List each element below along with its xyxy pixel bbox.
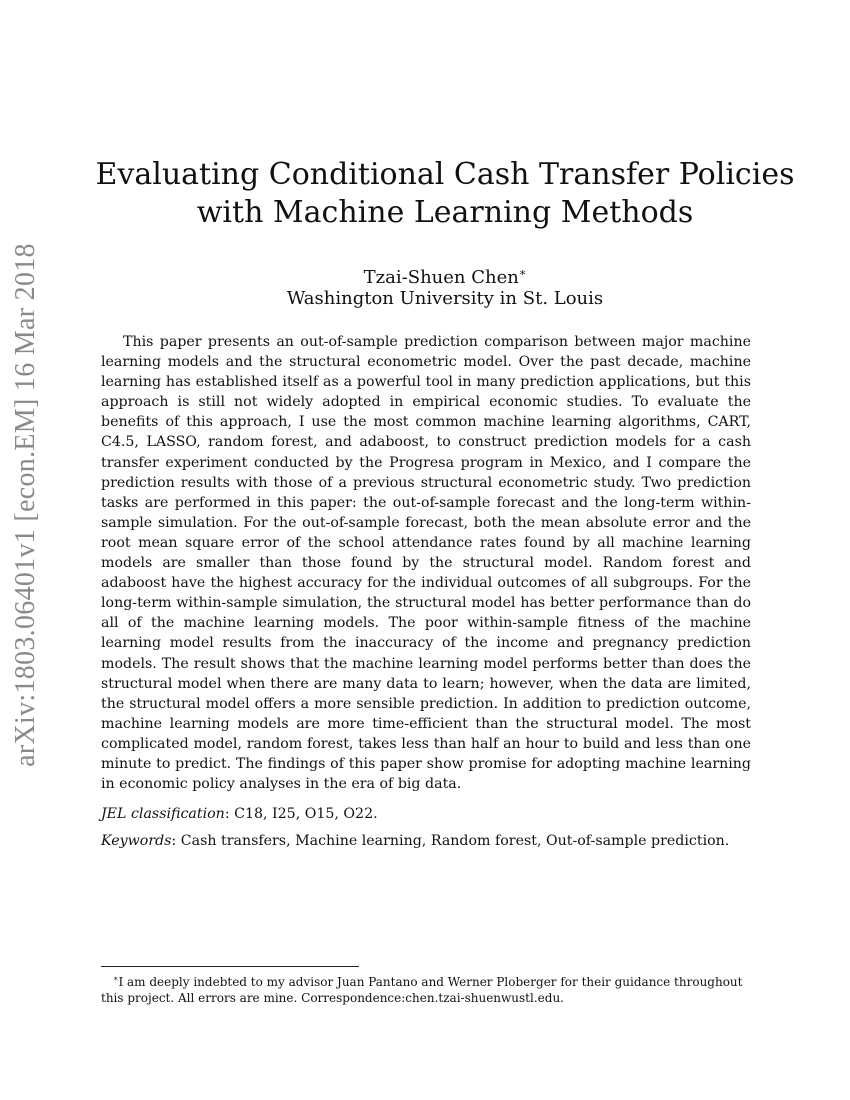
paper-title: Evaluating Conditional Cash Transfer Policies with Machine Learning Methods [95,157,795,230]
footnote-mark: ∗ [113,974,119,983]
footnote-text: I am deeply indebted to my advisor Juan Pantano and Werner Ploberger for their guidance throughout this project. All errors are mine. Correspondence:chen.tzai-shuenwustl.edu. [101,975,743,1005]
jel-label: JEL classification [101,806,225,822]
arxiv-identifier-text: arXiv:1803.06401v1 [econ.EM] 16 Mar 2018 [10,243,41,767]
author-name: Tzai-Shuen Chen [363,267,519,288]
arxiv-identifier-stamp [0,240,52,770]
jel-classification [101,804,751,824]
keywords-list: : Cash transfers, Machine learning, Random forest, Out-of-sample prediction. [171,833,730,849]
jel-codes: : C18, I25, O15, O22. [224,806,378,822]
author-footnote-mark: ∗ [518,266,527,279]
keywords-line [101,831,751,851]
footnote [101,971,751,1006]
abstract-paragraph: This paper presents an out-of-sample prediction comparison between major machine learning models and the structural econometric model. Over the past decade, machine learning has established itself as a powerful tool in many prediction applications, but this approach is still not widely adopted in empirical economic studies. To evaluate the benefits of this approach, I use the most common machine learning algorithms, CART, C4.5, LASSO, random forest, and adaboost, to construct prediction models for a cash transfer experiment conducted by the Progresa program in Mexico, and I compare the prediction results with those of a previous structural econometric study. Two prediction tasks are performed in this paper: the out-of-sample forecast and the long-term within-sample simulation. For the out-of-sample forecast, both the mean absolute error and the root mean square error of the school attendance rates found by all machine learning models are smaller than those found by the structural model. Random forest and adaboost have the highest accuracy for the individual outcomes of all subgroups. For the long-term within-sample simulation, the structural model has better performance than do all of the machine learning models. The poor within-sample fitness of the machine learning model results from the inaccuracy of the income and pregnancy prediction models. The result shows that the machine learning model performs better than does the structural model when there are many data to learn; however, when the data are limited, the structural model offers a more sensible prediction. In addition to prediction outcome, machine learning models are more time-efficient than the structural model. The most complicated model, random forest, takes less than half an hour to build and less than one minute to predict. The findings of this paper show promise for adopting machine learning in economic policy analyses in the era of big data. [101,334,751,793]
author-affiliation: Washington University in St. Louis [286,288,604,309]
footnote-divider [101,966,359,967]
keywords-label: Keywords [101,833,172,849]
